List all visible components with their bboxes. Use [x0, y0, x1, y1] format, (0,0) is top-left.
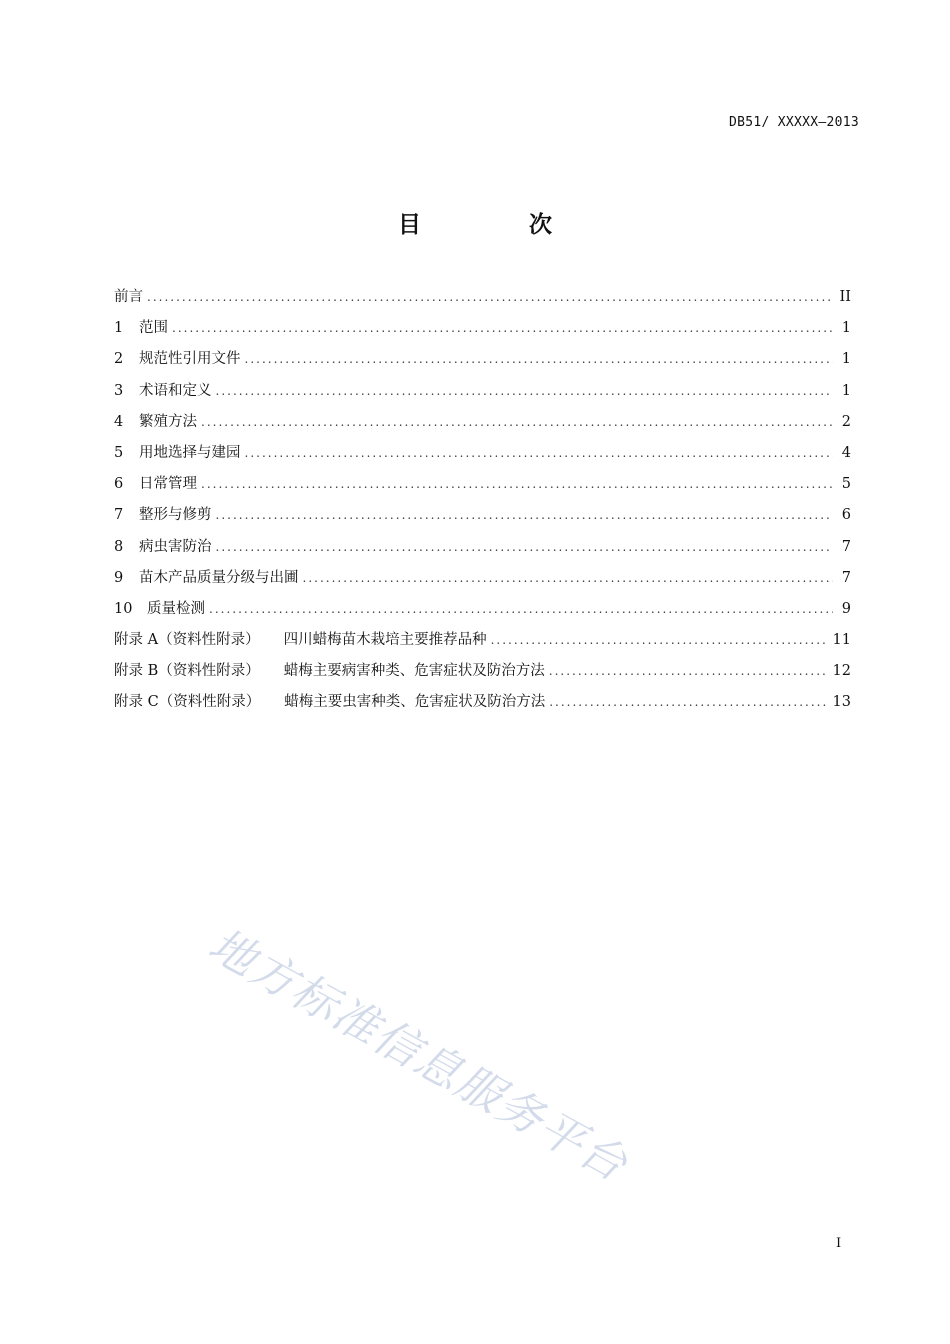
toc-entry-preface[interactable]: [114, 282, 851, 313]
toc-appendix-a[interactable]: [114, 625, 851, 656]
toc-leader-dots: [201, 469, 833, 500]
toc-entry-number: 9: [114, 569, 124, 586]
watermark: 地方标准信息服务平台: [200, 917, 637, 1193]
toc-entry-number: 1: [114, 320, 124, 337]
toc-leader-dots: [245, 438, 834, 469]
toc-appendix-title: 四川蜡梅苗木栽培主要推荐品种: [283, 632, 487, 649]
document-code: DB51/ XXXXX—2013: [728, 115, 859, 130]
toc-entry-page: 1: [841, 320, 851, 337]
toc-entry-page: 7: [841, 538, 851, 555]
toc-appendix-label: 附录 C（资料性附录）: [114, 694, 261, 711]
table-of-contents: [114, 282, 851, 719]
toc-leader-dots: [303, 563, 834, 594]
toc-entry-page: 9: [841, 600, 851, 617]
toc-entry-number: 6: [114, 476, 124, 493]
toc-entry-1[interactable]: [114, 313, 851, 344]
toc-entry-number: 7: [114, 507, 124, 524]
toc-entry-number: 2: [114, 351, 124, 368]
toc-entry-label: 病虫害防治: [139, 538, 212, 555]
page-number: I: [836, 1236, 842, 1251]
toc-entry-label: 术语和定义: [139, 382, 212, 399]
toc-entry-4[interactable]: [114, 407, 851, 438]
toc-entry-5[interactable]: [114, 438, 851, 469]
toc-entry-page: II: [839, 289, 851, 305]
toc-entry-label: 前言: [114, 289, 143, 305]
toc-leader-dots: [245, 344, 834, 375]
toc-entry-number: 3: [114, 382, 124, 399]
toc-entry-label: 整形与修剪: [139, 507, 212, 524]
toc-appendix-b[interactable]: [114, 656, 851, 687]
toc-entry-label: 苗木产品质量分级与出圃: [139, 569, 299, 586]
toc-entry-page: 13: [832, 694, 851, 711]
toc-entry-label: 日常管理: [139, 476, 197, 493]
toc-entry-page: 5: [841, 476, 851, 493]
toc-entry-label: 范围: [139, 320, 168, 337]
toc-entry-page: 12: [832, 663, 851, 680]
toc-entry-2[interactable]: [114, 344, 851, 375]
toc-entry-number: 8: [114, 538, 124, 555]
toc-entry-number: 4: [114, 413, 124, 430]
toc-appendix-label: 附录 A（资料性附录）: [114, 632, 260, 649]
toc-appendix-title: 蜡梅主要病害种类、危害症状及防治方法: [283, 663, 545, 680]
toc-leader-dots: [491, 625, 827, 656]
toc-entry-page: 11: [832, 632, 851, 649]
toc-appendix-c[interactable]: [114, 687, 851, 718]
toc-leader-dots: [216, 532, 834, 563]
toc-leader-dots: [172, 313, 833, 344]
toc-leader-dots: [549, 687, 826, 718]
toc-entry-page: 2: [841, 413, 851, 430]
toc-entry-label: 规范性引用文件: [139, 351, 241, 368]
toc-entry-page: 6: [841, 507, 851, 524]
toc-entry-label: 繁殖方法: [139, 413, 197, 430]
toc-leader-dots: [216, 500, 834, 531]
toc-entry-page: 4: [841, 444, 851, 461]
toc-entry-6[interactable]: [114, 469, 851, 500]
toc-title: 目 次: [397, 212, 602, 238]
toc-entry-page: 1: [841, 351, 851, 368]
toc-appendix-label: 附录 B（资料性附录）: [114, 663, 260, 680]
toc-entry-7[interactable]: [114, 500, 851, 531]
toc-entry-label: 用地选择与建园: [139, 444, 241, 461]
toc-appendix-title: 蜡梅主要虫害种类、危害症状及防治方法: [284, 694, 546, 711]
toc-leader-dots: [201, 407, 833, 438]
toc-entry-10[interactable]: [114, 594, 851, 625]
toc-entry-8[interactable]: [114, 532, 851, 563]
toc-leader-dots: [209, 594, 833, 625]
toc-entry-number: 5: [114, 444, 124, 461]
toc-leader-dots: [549, 656, 827, 687]
toc-entry-label: 质量检测: [147, 600, 205, 617]
toc-entry-page: 1: [841, 382, 851, 399]
toc-entry-page: 7: [841, 569, 851, 586]
toc-leader-dots: [147, 282, 833, 313]
toc-leader-dots: [216, 376, 834, 407]
toc-entry-number: 10: [114, 600, 133, 617]
toc-entry-3[interactable]: [114, 376, 851, 407]
toc-entry-9[interactable]: [114, 563, 851, 594]
